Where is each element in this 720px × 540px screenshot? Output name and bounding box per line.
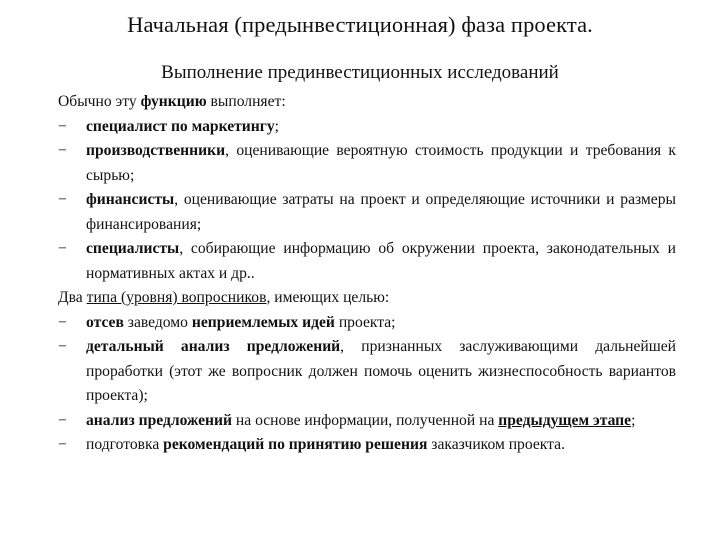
item-bold: специалисты: [86, 240, 180, 257]
item-text: ;: [274, 117, 279, 135]
item-bold-underlined: предыдущем этапе: [498, 411, 632, 429]
slide-body: [58, 90, 676, 458]
item-text: , признанных заслуживающими дальнейшей проработки (этот же вопросник должен помочь оценить жизнеспособность вариантов проекта);: [86, 338, 676, 404]
list-item: [58, 433, 676, 458]
dash-bullet: −: [58, 411, 67, 429]
item-text: проекта;: [334, 313, 396, 331]
item-bold: детальный анализ предложений: [86, 338, 341, 355]
slide-subtitle: Выполнение прединвестиционных исследований: [161, 62, 559, 83]
item-text: на основе информации, полученной на: [232, 411, 499, 429]
item-text: ;: [631, 411, 636, 429]
intro-text: Обычно эту: [58, 93, 141, 110]
dash-bullet: −: [58, 240, 67, 257]
item-text: , оценивающие затраты на проект и определяющие источники и размеры финансирования;: [86, 191, 676, 233]
intro-text: выполняет:: [206, 93, 286, 110]
intro-line-1: [58, 90, 676, 115]
list-item: [58, 188, 676, 237]
list-item: [58, 335, 676, 409]
intro-line-2: [58, 286, 676, 311]
item-bold: финансисты: [86, 191, 175, 208]
list-item: [58, 237, 676, 286]
item-bold: неприемлемых идей: [191, 313, 335, 331]
item-bold: отсев: [86, 313, 124, 331]
item-text: , оценивающие вероятную стоимость продукции и требования к сырью;: [86, 142, 676, 184]
list-item: [58, 409, 676, 434]
item-text: подготовка: [86, 436, 164, 453]
item-bold: анализ предложений: [86, 411, 233, 429]
list-item: [58, 139, 676, 188]
item-text: , собирающие информацию об окружении проекта, законодательных и нормативных актах и др..: [86, 240, 676, 282]
dash-bullet: −: [58, 313, 67, 331]
dash-bullet: −: [58, 191, 67, 208]
item-bold: специалист по маркетингу: [86, 117, 275, 135]
list-item: [58, 115, 676, 140]
intro-text: , имеющих целью:: [266, 289, 390, 306]
item-bold: производственники: [86, 142, 226, 159]
dash-bullet: −: [58, 436, 67, 453]
item-bold: рекомендаций по принятию решения: [163, 436, 428, 453]
list-item: [58, 311, 676, 336]
dash-bullet: −: [58, 117, 67, 135]
dash-bullet: −: [58, 338, 67, 355]
slide-title: Начальная (предынвестиционная) фаза проекта.: [127, 12, 593, 37]
intro-text: Два: [58, 289, 87, 306]
item-text: заказчиком проекта.: [427, 436, 565, 453]
intro-bold: функцию: [140, 93, 207, 110]
intro-underlined: типа (уровня) вопросников: [86, 289, 267, 306]
dash-bullet: −: [58, 142, 67, 159]
item-text: заведомо: [123, 313, 192, 331]
